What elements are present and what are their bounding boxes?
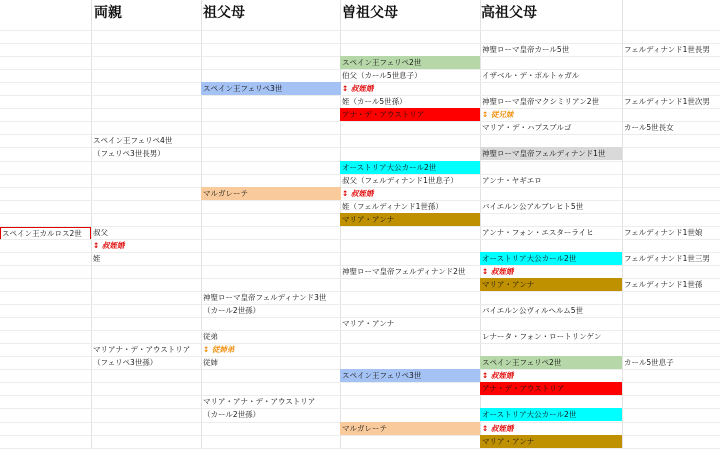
name-cell[interactable]: オーストリア大公カール2世 (480, 252, 622, 265)
name-cell[interactable]: （フェリペ3世長男） (93, 149, 165, 158)
relation-note[interactable]: ↕ 叔姪婚 (482, 371, 514, 380)
name-cell[interactable]: 神聖ローマ皇帝マクシミリアン2世 (482, 97, 599, 106)
name-cell[interactable]: 伯父（カール5世息子） (342, 71, 422, 80)
name-cell[interactable]: スペイン王フェリペ3世 (340, 369, 480, 382)
relation-note[interactable]: ↕ 叔姪婚 (482, 267, 514, 276)
name-cell[interactable]: カール5世息子 (624, 358, 674, 367)
header-parents: 両親 (94, 5, 122, 21)
name-cell[interactable]: アナ・デ・アウストリア (480, 382, 622, 395)
name-cell[interactable]: 姪 (93, 254, 101, 263)
relation-note[interactable]: ↕ 叔姪婚 (342, 84, 374, 93)
name-cell[interactable]: カール5世長女 (624, 123, 674, 132)
name-cell[interactable]: 神聖ローマ皇帝フェルディナンド1世 (480, 147, 622, 160)
name-cell[interactable]: 叔父 (93, 228, 108, 237)
name-cell[interactable]: フェルディナンド1世孫 (624, 280, 703, 289)
name-cell[interactable]: スペイン王フェリペ2世 (340, 56, 480, 69)
name-cell[interactable]: スペイン王フェリペ2世 (480, 356, 622, 369)
name-cell[interactable]: 従弟 (203, 332, 218, 341)
name-cell[interactable]: マリア・アンナ (340, 213, 480, 226)
name-cell[interactable]: スペイン王フェリペ4世 (93, 136, 173, 145)
name-cell[interactable]: アナ・デ・アウストリア (340, 108, 480, 121)
name-cell[interactable]: （カール2世孫） (203, 306, 261, 315)
relation-note[interactable]: ↕ 叔姪婚 (342, 189, 374, 198)
name-cell[interactable]: マリア・アナ・デ・アウストリア (203, 397, 316, 406)
name-cell[interactable]: 神聖ローマ皇帝フェルディナンド2世 (342, 267, 466, 276)
grid-column-line (91, 0, 92, 448)
name-cell[interactable]: イザベル・デ・ポルトゥガル (482, 71, 580, 80)
header-greatgrandparents: 曽祖父母 (342, 5, 398, 21)
grid-row-line (0, 395, 720, 396)
name-cell[interactable]: （フェリペ3世孫） (93, 358, 158, 367)
name-cell[interactable]: フェルディナンド1世次男 (624, 97, 710, 106)
name-cell[interactable]: スペイン王フェリペ3世 (201, 82, 341, 95)
name-cell[interactable]: マリア・アンナ (480, 435, 622, 448)
name-cell[interactable]: フェルディナンド1世長男 (624, 45, 710, 54)
name-cell[interactable]: アンナ・フォン・エスターライヒ (482, 228, 594, 237)
name-cell[interactable]: アンナ・ヤギエロ (482, 176, 542, 185)
name-cell[interactable]: フェルディナンド1世娘 (624, 228, 703, 237)
name-cell[interactable]: マルガレーテ (340, 422, 480, 435)
name-cell[interactable]: 従姉 (203, 358, 218, 367)
name-cell[interactable]: 叔父（フェルディナンド1世息子） (342, 176, 458, 185)
subject-cell[interactable]: スペイン王カルロス2世 (0, 227, 91, 240)
name-cell[interactable]: マリア・アンナ (480, 278, 622, 291)
name-cell[interactable]: マリア・アンナ (342, 319, 395, 328)
grid-row-line (0, 291, 720, 292)
name-cell[interactable]: 姪（フェルディナンド1世孫） (342, 202, 443, 211)
name-cell[interactable]: マリア・デ・ハプスブルゴ (482, 123, 572, 132)
name-cell[interactable]: フェルディナンド1世三男 (624, 254, 710, 263)
header-greatgreatgrandparents: 高祖父母 (481, 5, 537, 21)
name-cell[interactable]: （カール2世孫） (203, 410, 261, 419)
relation-note[interactable]: ↕ 叔姪婚 (93, 241, 125, 250)
relation-note[interactable]: ↕ 従兄妹 (482, 110, 514, 119)
name-cell[interactable]: バイエルン公ヴィルヘルム5世 (482, 306, 584, 315)
name-cell[interactable]: 神聖ローマ皇帝カール5世 (482, 45, 570, 54)
name-cell[interactable]: レナータ・フォン・ロートリンゲン (482, 332, 602, 341)
relation-note[interactable]: ↕ 叔姪婚 (482, 424, 514, 433)
name-cell[interactable]: マリアナ・デ・アウストリア (93, 345, 191, 354)
name-cell[interactable]: 姪（カール5世孫） (342, 97, 407, 106)
name-cell[interactable]: マルガレーテ (201, 187, 341, 200)
header-grandparents: 祖父母 (203, 5, 245, 21)
name-cell[interactable]: 神聖ローマ皇帝フェルディナンド3世 (203, 293, 327, 302)
name-cell[interactable]: バイエルン公アルブレヒト5世 (482, 202, 584, 211)
name-cell[interactable]: オーストリア大公カール2世 (480, 408, 622, 421)
grid-column-line (201, 0, 202, 448)
relation-note[interactable]: ↕ 従姉弟 (203, 345, 235, 354)
grid-row-line (0, 30, 720, 31)
grid-column-line (622, 0, 623, 448)
name-cell[interactable]: オーストリア大公カール2世 (340, 161, 480, 174)
